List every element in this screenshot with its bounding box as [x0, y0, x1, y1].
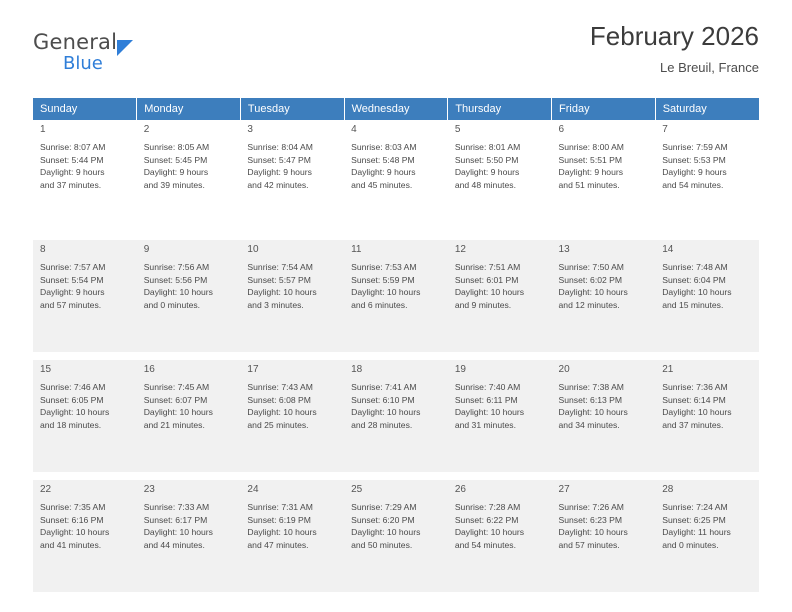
- sunrise-text: Sunrise: 7:40 AM: [454, 382, 521, 392]
- sunset-text: Sunset: 5:45 PM: [143, 154, 208, 165]
- day-cell: [240, 120, 344, 233]
- day-cell: [33, 480, 137, 593]
- day-number: 1: [40, 124, 46, 135]
- daylight-text-line2: and 37 minutes.: [662, 420, 724, 431]
- sunrise-text: Sunrise: 7:50 AM: [558, 262, 624, 272]
- weekday-header-sunday: Sunday: [33, 98, 137, 120]
- day-number: 24: [247, 484, 259, 495]
- day-cell: [137, 360, 241, 473]
- day-number: 13: [558, 244, 570, 255]
- daylight-text-line1: Daylight: 9 hours: [558, 167, 624, 178]
- daylight-text-line1: Daylight: 10 hours: [662, 287, 732, 298]
- day-cell: [33, 120, 137, 233]
- sunset-text: Sunset: 6:22 PM: [454, 514, 519, 525]
- day-number: 21: [662, 364, 674, 375]
- day-cell: [33, 360, 137, 473]
- day-cell: [448, 240, 552, 353]
- sunrise-text: Sunrise: 7:45 AM: [143, 382, 210, 392]
- logo-blue-text: Blue: [63, 53, 103, 74]
- sunrise-text: Sunrise: 7:43 AM: [247, 382, 313, 392]
- sunset-text: Sunset: 6:01 PM: [454, 274, 519, 285]
- logo-text-wrap: [33, 32, 117, 53]
- weekday-header-thursday: Thursday: [448, 98, 552, 120]
- daylight-text-line1: Daylight: 9 hours: [40, 287, 105, 298]
- weekday-header-saturday: Saturday: [655, 98, 759, 120]
- sunrise-text: Sunrise: 7:38 AM: [558, 382, 624, 392]
- sunset-text: Sunset: 6:11 PM: [454, 394, 518, 405]
- daylight-text-line1: Daylight: 10 hours: [351, 527, 421, 538]
- daylight-text-line2: and 12 minutes.: [558, 300, 620, 311]
- daylight-text-line2: and 57 minutes.: [40, 300, 102, 311]
- day-cell: [240, 240, 344, 353]
- day-number: 28: [662, 484, 674, 495]
- day-cell: [655, 480, 759, 593]
- sunrise-text: Sunrise: 8:01 AM: [454, 142, 521, 152]
- daylight-text-line2: and 45 minutes.: [351, 180, 413, 191]
- page-header: [33, 22, 759, 86]
- daylight-text-line2: and 28 minutes.: [351, 420, 413, 431]
- daylight-text-line2: and 34 minutes.: [558, 420, 620, 431]
- sunrise-text: Sunrise: 7:57 AM: [40, 262, 106, 272]
- daylight-text-line1: Daylight: 9 hours: [143, 167, 209, 178]
- day-number: 2: [143, 124, 150, 135]
- daylight-text-line1: Daylight: 10 hours: [558, 407, 628, 418]
- sunset-text: Sunset: 6:10 PM: [351, 394, 415, 405]
- day-number: 18: [351, 364, 363, 375]
- calendar-week-2: [33, 240, 759, 353]
- week-spacer-cell: [33, 233, 759, 241]
- daylight-text-line1: Daylight: 10 hours: [143, 407, 213, 418]
- daylight-text-line1: Daylight: 10 hours: [454, 407, 525, 418]
- day-number: 11: [351, 244, 362, 255]
- day-number: 6: [558, 124, 565, 135]
- daylight-text-line1: Daylight: 10 hours: [454, 527, 525, 538]
- sunset-text: Sunset: 6:05 PM: [40, 394, 104, 405]
- daylight-text-line1: Daylight: 10 hours: [351, 407, 421, 418]
- daylight-text-line1: Daylight: 10 hours: [143, 527, 213, 538]
- daylight-text-line2: and 31 minutes.: [454, 420, 516, 431]
- day-cell: [344, 120, 448, 233]
- sunset-text: Sunset: 6:14 PM: [662, 394, 726, 405]
- calendar-week-3: [33, 360, 759, 473]
- calendar-week-1: [33, 120, 759, 233]
- sunset-text: Sunset: 5:50 PM: [454, 154, 519, 165]
- week-spacer: [33, 473, 759, 481]
- sunset-text: Sunset: 6:08 PM: [247, 394, 311, 405]
- day-number: 20: [558, 364, 570, 375]
- day-cell: [552, 480, 656, 593]
- day-number: 16: [143, 364, 155, 375]
- day-number: 3: [247, 124, 253, 135]
- sunset-text: Sunset: 6:25 PM: [662, 514, 726, 525]
- week-spacer-cell: [33, 353, 759, 361]
- sunset-text: Sunset: 5:53 PM: [662, 154, 726, 165]
- day-number: 4: [351, 124, 357, 135]
- sunrise-text: Sunrise: 7:24 AM: [662, 502, 728, 512]
- day-number: 19: [454, 364, 466, 375]
- day-cell: [448, 120, 552, 233]
- daylight-text-line1: Daylight: 9 hours: [247, 167, 312, 178]
- sunrise-text: Sunrise: 7:28 AM: [454, 502, 521, 512]
- day-number: 23: [143, 484, 155, 495]
- sunrise-text: Sunrise: 8:04 AM: [247, 142, 313, 152]
- daylight-text-line2: and 44 minutes.: [143, 540, 205, 551]
- daylight-text-line2: and 37 minutes.: [40, 180, 102, 191]
- daylight-text-line1: Daylight: 10 hours: [558, 527, 628, 538]
- daylight-text-line2: and 25 minutes.: [247, 420, 309, 431]
- day-cell: [240, 360, 344, 473]
- daylight-text-line1: Daylight: 10 hours: [247, 527, 317, 538]
- sunset-text: Sunset: 6:16 PM: [40, 514, 104, 525]
- day-cell: [448, 480, 552, 593]
- calendar-week-4: [33, 480, 759, 593]
- sunset-text: Sunset: 6:17 PM: [143, 514, 208, 525]
- daylight-text-line2: and 6 minutes.: [351, 300, 408, 311]
- day-cell: [344, 480, 448, 593]
- sunset-text: Sunset: 6:07 PM: [143, 394, 208, 405]
- sunrise-text: Sunrise: 8:00 AM: [558, 142, 624, 152]
- title-block: [590, 22, 759, 75]
- day-cell: [344, 240, 448, 353]
- day-cell: [137, 120, 241, 233]
- week-spacer: [33, 353, 759, 361]
- daylight-text-line2: and 15 minutes.: [662, 300, 724, 311]
- daylight-text-line2: and 48 minutes.: [454, 180, 516, 191]
- weekday-header-wednesday: Wednesday: [344, 98, 448, 120]
- day-number: 27: [558, 484, 570, 495]
- daylight-text-line1: Daylight: 10 hours: [247, 287, 317, 298]
- brand-logo: [33, 22, 117, 73]
- sunrise-text: Sunrise: 7:36 AM: [662, 382, 728, 392]
- daylight-text-line1: Daylight: 10 hours: [351, 287, 421, 298]
- calendar-header-row: [33, 98, 759, 120]
- daylight-text-line2: and 57 minutes.: [558, 540, 620, 551]
- sunset-text: Sunset: 6:04 PM: [662, 274, 726, 285]
- day-number: 26: [454, 484, 466, 495]
- day-number: 10: [247, 244, 259, 255]
- sunrise-text: Sunrise: 7:31 AM: [247, 502, 313, 512]
- day-cell: [552, 120, 656, 233]
- sunrise-text: Sunrise: 7:48 AM: [662, 262, 728, 272]
- day-cell: [655, 360, 759, 473]
- sunrise-text: Sunrise: 7:56 AM: [143, 262, 210, 272]
- daylight-text-line1: Daylight: 10 hours: [40, 407, 110, 418]
- weekday-header-tuesday: Tuesday: [240, 98, 344, 120]
- day-cell: [137, 240, 241, 353]
- day-cell: [655, 240, 759, 353]
- sunrise-text: Sunrise: 8:07 AM: [40, 142, 106, 152]
- sunrise-text: Sunrise: 7:29 AM: [351, 502, 417, 512]
- sunset-text: Sunset: 6:19 PM: [247, 514, 311, 525]
- sunrise-text: Sunrise: 8:05 AM: [143, 142, 210, 152]
- sunset-text: Sunset: 6:20 PM: [351, 514, 415, 525]
- day-number: 14: [662, 244, 674, 255]
- day-cell: [33, 240, 137, 353]
- daylight-text-line2: and 54 minutes.: [454, 540, 516, 551]
- daylight-text-line2: and 42 minutes.: [247, 180, 309, 191]
- daylight-text-line1: Daylight: 10 hours: [558, 287, 628, 298]
- day-number: 22: [40, 484, 52, 495]
- daylight-text-line1: Daylight: 10 hours: [40, 527, 110, 538]
- daylight-text-line2: and 50 minutes.: [351, 540, 413, 551]
- sunset-text: Sunset: 5:59 PM: [351, 274, 415, 285]
- sunset-text: Sunset: 5:44 PM: [40, 154, 104, 165]
- day-cell: [344, 360, 448, 473]
- sunrise-text: Sunrise: 7:33 AM: [143, 502, 210, 512]
- day-number: 8: [40, 244, 46, 255]
- sunrise-text: Sunrise: 7:41 AM: [351, 382, 417, 392]
- daylight-text-line1: Daylight: 10 hours: [143, 287, 213, 298]
- sunrise-text: Sunrise: 7:53 AM: [351, 262, 417, 272]
- location-subtitle: Le Breuil, France: [660, 59, 759, 75]
- day-cell: [655, 120, 759, 233]
- sunrise-text: Sunrise: 8:03 AM: [351, 142, 417, 152]
- sunset-text: Sunset: 6:02 PM: [558, 274, 623, 285]
- week-spacer-cell: [33, 473, 759, 481]
- daylight-text-line1: Daylight: 9 hours: [351, 167, 416, 178]
- week-spacer: [33, 233, 759, 241]
- sunset-text: Sunset: 5:54 PM: [40, 274, 104, 285]
- daylight-text-line1: Daylight: 10 hours: [454, 287, 525, 298]
- daylight-text-line2: and 0 minutes.: [143, 300, 201, 311]
- sunset-text: Sunset: 5:56 PM: [143, 274, 208, 285]
- day-number: 25: [351, 484, 363, 495]
- sunset-text: Sunset: 6:13 PM: [558, 394, 623, 405]
- sunset-text: Sunset: 5:47 PM: [247, 154, 311, 165]
- sunrise-text: Sunrise: 7:26 AM: [558, 502, 624, 512]
- sun-calendar-table: [33, 98, 759, 593]
- page-title: February 2026: [589, 21, 759, 51]
- day-number: 15: [40, 364, 52, 375]
- day-cell: [552, 240, 656, 353]
- daylight-text-line2: and 3 minutes.: [247, 300, 304, 311]
- daylight-text-line2: and 39 minutes.: [143, 180, 205, 191]
- logo-flag-icon: [117, 40, 133, 56]
- sunrise-text: Sunrise: 7:46 AM: [40, 382, 106, 392]
- day-number: 9: [143, 244, 150, 255]
- sunset-text: Sunset: 6:23 PM: [558, 514, 623, 525]
- day-number: 5: [454, 124, 461, 135]
- logo-general-text: General: [33, 30, 118, 54]
- daylight-text-line2: and 47 minutes.: [247, 540, 309, 551]
- sunrise-text: Sunrise: 7:54 AM: [247, 262, 313, 272]
- daylight-text-line2: and 54 minutes.: [662, 180, 724, 191]
- daylight-text-line1: Daylight: 11 hours: [662, 527, 731, 538]
- day-cell: [552, 360, 656, 473]
- day-cell: [137, 480, 241, 593]
- sunset-text: Sunset: 5:48 PM: [351, 154, 415, 165]
- sunrise-text: Sunrise: 7:35 AM: [40, 502, 106, 512]
- daylight-text-line1: Daylight: 10 hours: [662, 407, 732, 418]
- day-number: 12: [454, 244, 466, 255]
- daylight-text-line2: and 21 minutes.: [143, 420, 205, 431]
- day-number: 7: [662, 124, 668, 135]
- calendar-body: [33, 120, 759, 593]
- sunset-text: Sunset: 5:57 PM: [247, 274, 311, 285]
- daylight-text-line1: Daylight: 10 hours: [247, 407, 317, 418]
- sunset-text: Sunset: 5:51 PM: [558, 154, 623, 165]
- daylight-text-line2: and 41 minutes.: [40, 540, 102, 551]
- day-cell: [240, 480, 344, 593]
- daylight-text-line2: and 51 minutes.: [558, 180, 620, 191]
- sunrise-text: Sunrise: 7:51 AM: [454, 262, 521, 272]
- daylight-text-line1: Daylight: 9 hours: [662, 167, 727, 178]
- day-cell: [448, 360, 552, 473]
- daylight-text-line2: and 0 minutes.: [662, 540, 719, 551]
- daylight-text-line2: and 9 minutes.: [454, 300, 512, 311]
- daylight-text-line1: Daylight: 9 hours: [40, 167, 105, 178]
- weekday-header-monday: Monday: [137, 98, 241, 120]
- daylight-text-line2: and 18 minutes.: [40, 420, 102, 431]
- daylight-text-line1: Daylight: 9 hours: [454, 167, 520, 178]
- weekday-header-friday: Friday: [552, 98, 656, 120]
- day-number: 17: [247, 364, 259, 375]
- sunrise-text: Sunrise: 7:59 AM: [662, 142, 728, 152]
